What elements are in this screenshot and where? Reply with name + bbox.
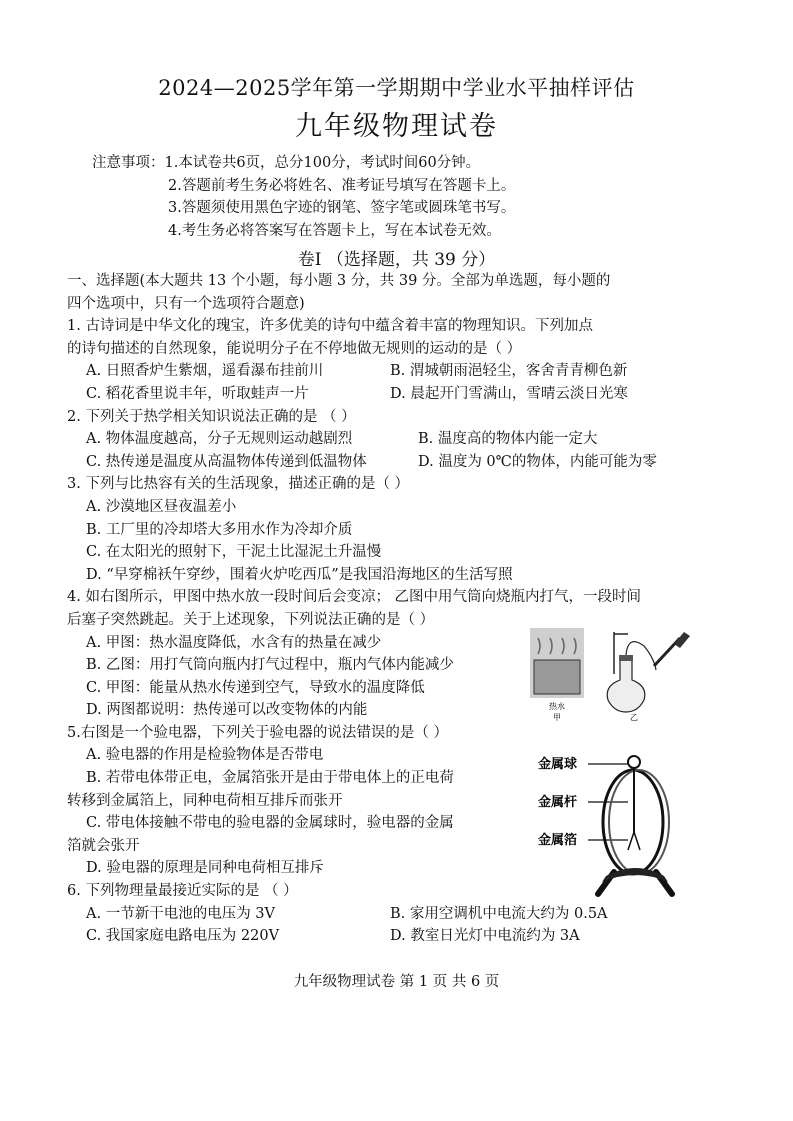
flask-icon — [607, 660, 645, 712]
metal-foil-icon — [628, 832, 640, 850]
q5-electroscope-figure — [536, 752, 716, 902]
question-1-stem: 的诗句描述的自然现象，能说明分子在不停地做无规则的运动的是（ ） — [67, 340, 522, 357]
option-c: C. 稻花香里说丰年，听取蛙声一片 — [86, 385, 309, 402]
question-1-options-ab — [67, 360, 707, 383]
question-2-options-cd — [67, 451, 707, 474]
option-d: D. “早穿棉袄午穿纱，围着火炉吃西瓜”是我国沿海地区的生活写照 — [86, 566, 513, 583]
metal-ball-icon — [628, 756, 640, 768]
stopper — [619, 655, 633, 661]
option-a: A. 日照香炉生紫烟，遥看瀑布挂前川 — [86, 363, 324, 380]
figure-label-hot-water: 热水 — [549, 702, 565, 711]
note-line: 注意事项：1.本试卷共6页，总分100分，考试时间60分钟。 — [92, 155, 481, 171]
figure-label-jia: 甲 — [553, 713, 561, 722]
option-d: D. 教室日光灯中电流约为 3A — [390, 928, 580, 945]
label-metal-foil: 金属箔 — [538, 833, 578, 848]
question-4-stem: 后塞子突然跳起。关于上述现象，下列说法正确的是（ ） — [67, 611, 435, 628]
option-c: C. 我国家庭电路电压为 220V — [86, 928, 280, 945]
option-a: A. 甲图：热水温度降低，水含有的热量在减少 — [86, 634, 382, 651]
option-c-cont: 箔就会张开 — [67, 837, 140, 854]
question-6-stem: 6. 下列物理量最接近实际的是 （ ） — [67, 883, 298, 900]
option-a: A. 验电器的作用是检验物体是否带电 — [86, 747, 324, 764]
option-b: B. 工厂里的冷却塔大多用水作为冷却介质 — [86, 521, 353, 538]
option-c: C. 带电体接触不带电的验电器的金属球时，验电器的金属 — [86, 815, 454, 832]
hot-water-cup — [534, 660, 580, 694]
question-3-stem: 3. 下列与比热容有关的生活现象，描述正确的是（ ） — [67, 476, 410, 493]
question-6-options-ab — [67, 903, 707, 926]
label-metal-ball: 金属球 — [538, 757, 578, 772]
note-line: 3.答题须使用黑色字迹的钢笔、签字笔或圆珠笔书写。 — [168, 200, 516, 216]
figure-label-yi: 乙 — [630, 713, 638, 722]
question-6-options-cd — [67, 925, 707, 948]
note-line: 2.答题前考生务必将姓名、准考证号填写在答题卡上。 — [168, 177, 516, 194]
option-b-cont: 转移到金属箔上，同种电荷相互排斥而张开 — [67, 792, 343, 809]
notes-block — [92, 152, 515, 242]
option-c: C. 热传递是温度从高温物体传递到低温物体 — [86, 453, 367, 470]
option-b: B. 乙图：用打气筒向瓶内打气过程中，瓶内气体内能减少 — [86, 657, 454, 674]
note-line: 4.考生务必将答案写在答题卡上，写在本试卷无效。 — [168, 222, 501, 239]
section-intro: 一、选择题(本大题共 13 个小题，每小题 3 分，共 39 分。全部为单选题，每小题的 — [67, 273, 611, 289]
option-d: D. 晨起开门雪满山，雪晴云淡日光寒 — [390, 385, 628, 402]
option-a: A. 一节新干电池的电压为 3V — [86, 905, 275, 922]
option-a: A. 物体温度越高，分子无规则运动越剧烈 — [86, 431, 353, 448]
option-b: B. 温度高的物体内能一定大 — [418, 431, 598, 448]
section-title: 卷Ⅰ （选择题，共 39 分） — [297, 250, 496, 270]
page-footer: 九年级物理试卷 第 1 页 共 6 页 — [293, 974, 500, 990]
exam-title: 2024—2025学年第一学期期中学业水平抽样评估 — [158, 76, 635, 100]
question-2-stem: 2. 下列关于热学相关知识说法正确的是 （ ） — [67, 408, 356, 425]
option-b: B. 若带电体带正电，金属箔张开是由于带电体上的正电荷 — [86, 770, 454, 787]
option-c: C. 甲图：能量从热水传递到空气，导致水的温度降低 — [86, 679, 425, 696]
label-metal-rod: 金属杆 — [538, 795, 578, 810]
section-intro: 四个选项中，只有一个选项符合题意) — [67, 295, 305, 312]
question-4-stem: 4. 如右图所示，甲图中热水放一段时间后会变凉； 乙图中用气筒向烧瓶内打气，一段时间 — [67, 589, 642, 606]
option-d: D. 验电器的原理是同种电荷相互排斥 — [86, 860, 324, 877]
option-c: C. 在太阳光的照射下，干泥土比湿泥土升温慢 — [86, 544, 382, 561]
option-b: B. 渭城朝雨浥轻尘，客舍青青柳色新 — [390, 363, 628, 380]
question-5-stem: 5.右图是一个验电器，下列关于验电器的说法错误的是（ ） — [67, 724, 448, 741]
q4-figure — [528, 624, 693, 724]
question-1-options-cd — [67, 383, 707, 406]
exam-subtitle: 九年级物理试卷 — [295, 111, 498, 142]
question-1-stem: 1. 古诗词是中华文化的瑰宝，许多优美的诗句中蕴含着丰富的物理知识。下列加点 — [67, 318, 593, 335]
option-d: D. 两图都说明：热传递可以改变物体的内能 — [86, 702, 368, 719]
option-b: B. 家用空调机中电流大约为 0.5A — [390, 905, 608, 922]
option-d: D. 温度为 0℃的物体，内能可能为零 — [418, 453, 657, 470]
option-a: A. 沙漠地区昼夜温差小 — [86, 498, 237, 515]
question-2-options-ab — [67, 428, 707, 451]
